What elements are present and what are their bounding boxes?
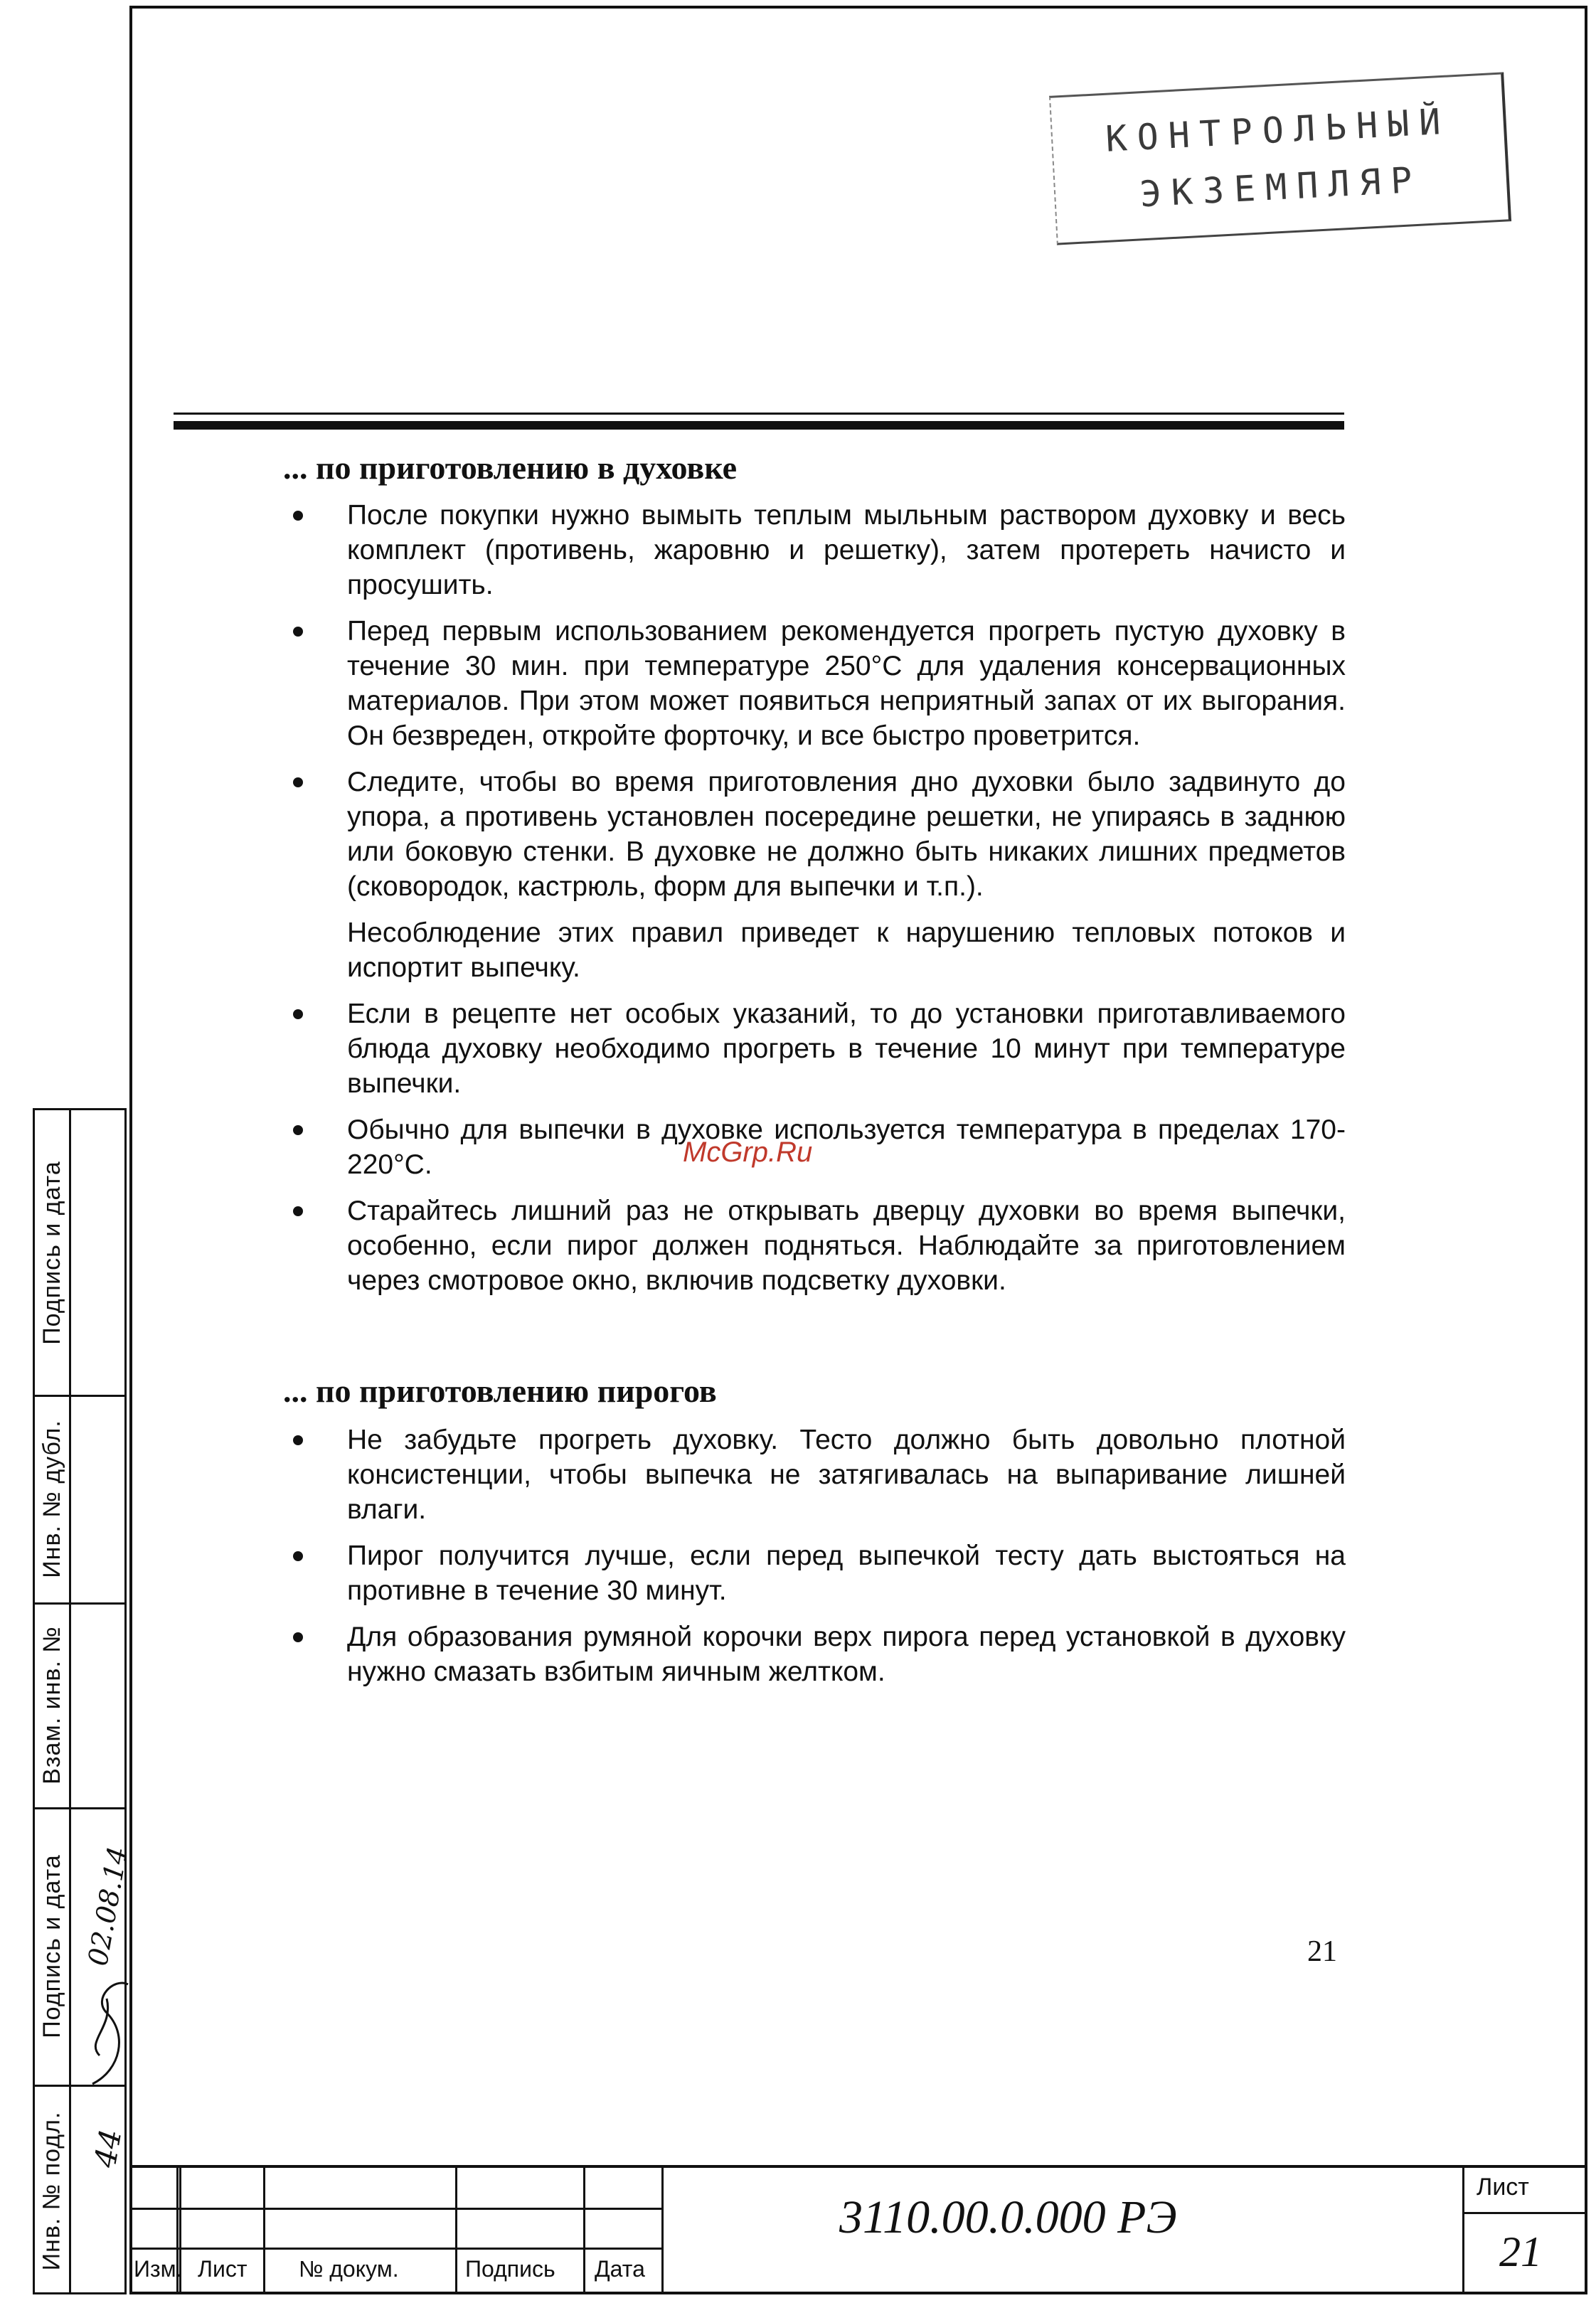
list-item bbox=[284, 1112, 1346, 1182]
list-item bbox=[284, 614, 1346, 753]
signature-icon bbox=[78, 1970, 135, 2091]
col-label-date: Дата bbox=[595, 2256, 645, 2282]
list-item-text: Не забудьте прогреть духовку. Тесто должно быть довольно плотной консистенции, чтобы выпечка не затягивалась на выпаривание лишней влаги. bbox=[347, 1425, 1346, 1525]
sheet-label: Лист bbox=[1477, 2174, 1529, 2201]
list-item bbox=[284, 996, 1346, 1101]
col-line bbox=[661, 2168, 664, 2294]
oven-tips-list bbox=[284, 498, 1346, 1309]
col-label-list: Лист bbox=[198, 2256, 248, 2282]
pie-tips-list bbox=[284, 1422, 1346, 1701]
bullet-icon bbox=[293, 777, 303, 787]
bullet-icon bbox=[293, 1435, 303, 1445]
list-item bbox=[284, 498, 1346, 602]
side-label-text: Инв. № подл. bbox=[38, 2111, 65, 2270]
list-item bbox=[284, 1538, 1346, 1608]
watermark: McGrp.Ru bbox=[683, 1137, 813, 1168]
col-label-izm: Изм. bbox=[134, 2256, 183, 2282]
col-line bbox=[583, 2168, 585, 2294]
header-rule-thin bbox=[174, 413, 1344, 415]
list-item bbox=[284, 1193, 1346, 1298]
col-line bbox=[1462, 2168, 1464, 2294]
side-label-text: Инв. № дубл. bbox=[38, 1419, 65, 1578]
bullet-icon bbox=[293, 1009, 303, 1019]
row-line bbox=[1462, 2212, 1587, 2214]
handwritten-number bbox=[80, 2105, 137, 2191]
col-line bbox=[455, 2168, 457, 2294]
control-copy-stamp bbox=[1049, 72, 1511, 245]
list-item-text: Для образования румяной корочки верх пирога перед установкой в духовку нужно смазать взбитым яичным желтком. bbox=[347, 1622, 1346, 1687]
list-item-text: Перед первым использованием рекомендуется прогреть пустую духовку в течение 30 мин. при температуре 250°С для удаления консервационных материалов. При этом может появиться неприятный запах от их выгорания. Он безвреден, откройте форточку, и все быстро проветрится. bbox=[347, 616, 1346, 751]
list-item-text: После покупки нужно вымыть теплым мыльным раствором духовку и весь комплект (противень, жаровню и решетку), затем протереть начисто и просушить. bbox=[347, 500, 1346, 600]
side-label-text: Подпись и дата bbox=[38, 1160, 65, 1345]
col-label-doc: № докум. bbox=[299, 2256, 399, 2282]
section-title-pies: ... по приготовлению пирогов bbox=[283, 1373, 717, 1409]
bullet-icon bbox=[293, 511, 303, 521]
section-title-oven: ... по приготовлению в духовке bbox=[283, 450, 738, 486]
handwritten-number-text: 44 bbox=[87, 2126, 129, 2170]
list-item bbox=[284, 1422, 1346, 1527]
col-line bbox=[263, 2168, 265, 2294]
list-item-text: Обычно для выпечки в духовке используется температура в пределах 170-220°С. bbox=[347, 1115, 1346, 1180]
list-item bbox=[284, 1619, 1346, 1689]
list-item-text: Следите, чтобы во время приготовления дно духовки было задвинуто до упора, а противень установлен посередине решетки, не упираясь в заднюю или боковую стенки. В духовке не должно быть никаких лишних предметов (сковородок, кастрюль, форм для выпечки и т.п.). bbox=[347, 767, 1346, 902]
side-label-dup-inv bbox=[35, 1395, 69, 1602]
bullet-icon bbox=[293, 1125, 303, 1135]
side-label-signature-date-2 bbox=[35, 1807, 69, 2085]
side-label-text: Подпись и дата bbox=[38, 1853, 65, 2038]
handwritten-date bbox=[80, 1835, 137, 1977]
list-item-text: Пирог получится лучше, если перед выпечкой тесту дать выстояться на противне в течение 30 минут. bbox=[347, 1541, 1346, 1606]
bullet-icon bbox=[293, 1632, 303, 1642]
list-item-text: Старайтесь лишний раз не открывать дверцу духовки во время выпечки, особенно, если пирог должен подняться. Наблюдайте за приготовлением через смотровое окно, включив подсветку духовки. bbox=[347, 1196, 1346, 1296]
row-line bbox=[129, 2208, 663, 2210]
sheet-number: 21 bbox=[1499, 2228, 1542, 2275]
side-label-text: Взам. инв. № bbox=[38, 1625, 65, 1785]
side-table-column-divider bbox=[69, 1110, 71, 2292]
handwritten-date-text: 02.08.14 bbox=[82, 1844, 134, 1969]
stamp-line-2: ЭКЗЕМПЛЯР bbox=[1139, 159, 1423, 216]
document-code: 3110.00.0.000 РЭ bbox=[839, 2191, 1177, 2243]
header-rule-thick bbox=[174, 421, 1344, 430]
col-label-signature: Подпись bbox=[465, 2256, 555, 2282]
side-label-orig-inv bbox=[35, 2085, 69, 2297]
side-label-signature-date-1 bbox=[35, 1110, 69, 1395]
bullet-icon bbox=[293, 627, 303, 637]
list-item-text: Если в рецепте нет особых указаний, то до установки приготавливаемого блюда духовку необходимо прогреть в течение 10 минут при температуре выпечки. bbox=[347, 999, 1346, 1099]
row-line bbox=[129, 2248, 663, 2250]
bullet-icon bbox=[293, 1551, 303, 1561]
page-number: 21 bbox=[1307, 1935, 1337, 1968]
side-label-replaced-inv bbox=[35, 1602, 69, 1807]
list-item-note: Несоблюдение этих правил приведет к нарушению тепловых потоков и испортит выпечку. bbox=[347, 918, 1346, 983]
list-item bbox=[284, 765, 1346, 985]
stamp-line-1: КОНТРОЛЬНЫЙ bbox=[1105, 100, 1452, 160]
bullet-icon bbox=[293, 1206, 303, 1216]
